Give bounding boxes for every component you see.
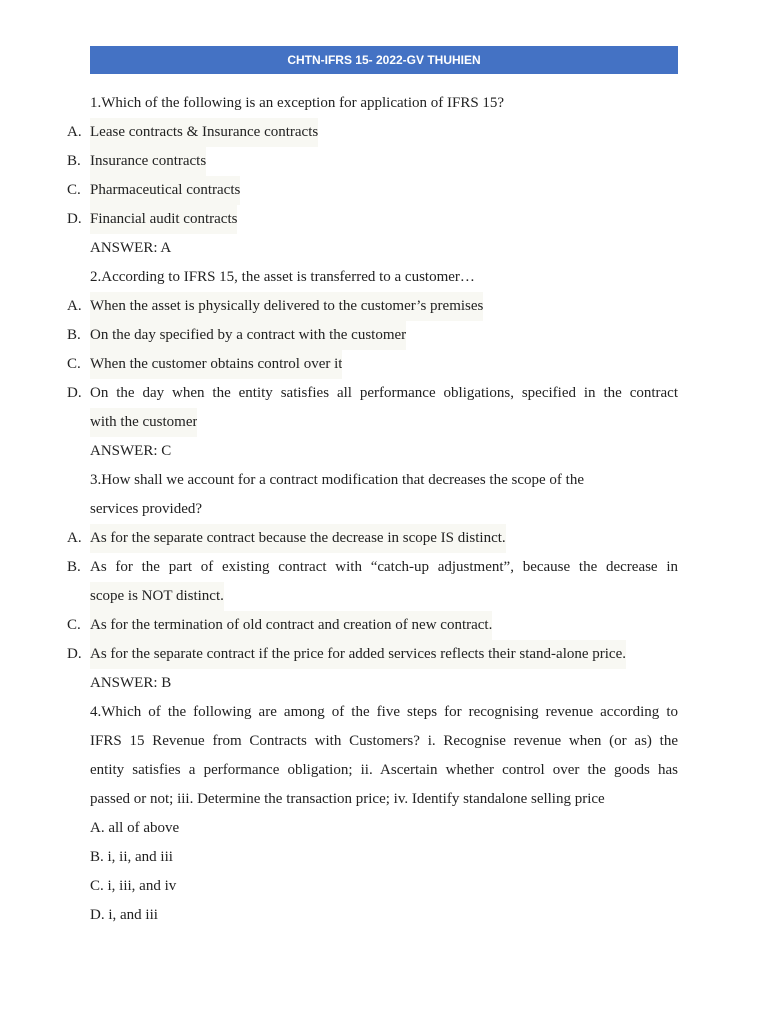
question-1-option-b: B. Insurance contracts [0,147,768,176]
question-4-text-line-3: entity satisfies a performance obligation; ii. Ascertain whether control over the goods has [90,762,678,778]
question-1-option-c: C. Pharmaceutical contracts [0,176,768,205]
question-4-option-d: D. i, and iii [90,907,158,923]
document-header-title: CHTN-IFRS 15- 2022-GV THUHIEN [287,53,481,67]
quiz-content [0,89,768,930]
question-2-option-d-continued: with the customer [0,408,768,437]
question-4-text-line-2: IFRS 15 Revenue from Contracts with Customers? i. Recognise revenue when (or as) the [90,733,678,749]
question-4-text-line-4: passed or not; iii. Determine the transaction price; iv. Identify standalone selling price [90,791,605,807]
question-3-text: 3.How shall we account for a contract modification that decreases the scope of the [90,472,584,488]
question-2-answer: ANSWER: C [90,443,172,459]
question-2-text: 2.According to IFRS 15, the asset is transferred to a customer… [90,269,475,285]
question-1-option-a: A. Lease contracts & Insurance contracts [0,118,768,147]
question-2-option-a: A. When the asset is physically delivered to the customer’s premises [0,292,768,321]
question-3-option-d: D. As for the separate contract if the price for added services reflects their stand-alone price. [0,640,768,669]
question-3-answer: ANSWER: B [90,675,172,691]
document-header-bar [90,46,678,74]
question-1-text: 1.Which of the following is an exception for application of IFRS 15? [90,95,505,111]
question-4-option-a: A. all of above [90,820,180,836]
question-4-text: 4.Which of the following are among of the five steps for recognising revenue according to [90,704,678,720]
question-1-option-d: D. Financial audit contracts [0,205,768,234]
question-2-option-d: D. On the day when the entity satisfies all performance obligations, specified in the contract [67,385,678,401]
question-3-option-a: A. As for the separate contract because the decrease in scope IS distinct. [0,524,768,553]
question-4-option-b: B. i, ii, and iii [90,849,173,865]
question-3-option-b: B. As for the part of existing contract with “catch-up adjustment”, because the decrease in [67,559,678,575]
question-3-option-c: C. As for the termination of old contract and creation of new contract. [0,611,768,640]
question-4-option-c: C. i, iii, and iv [90,878,177,894]
question-2-option-c: C. When the customer obtains control over it [0,350,768,379]
question-3-option-b-continued: scope is NOT distinct. [0,582,768,611]
question-3-text-continued: services provided? [90,501,203,517]
question-1-answer: ANSWER: A [90,240,172,256]
question-2-option-b: B. On the day specified by a contract with the customer [0,321,768,350]
